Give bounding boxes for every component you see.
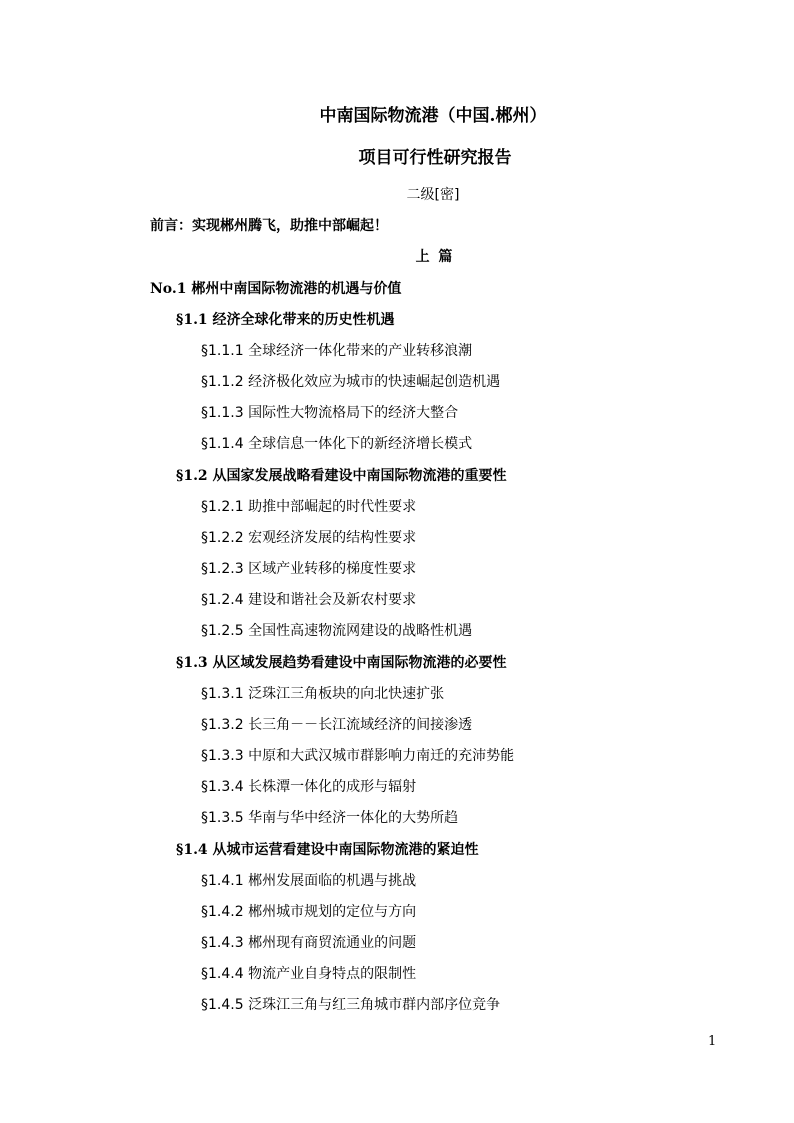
section-heading: §1.1 经济全球化带来的历史性机遇 bbox=[176, 312, 395, 328]
subsection-item: §1.2.4 建设和谐社会及新农村要求 bbox=[201, 592, 417, 608]
document-title: 中南国际物流港（中国.郴州） bbox=[319, 106, 547, 126]
subsection-item: §1.2.2 宏观经济发展的结构性要求 bbox=[201, 530, 417, 546]
subsection-item: §1.2.1 助推中部崛起的时代性要求 bbox=[201, 499, 417, 515]
subsection-item: §1.3.4 长株潭一体化的成形与辐射 bbox=[201, 779, 417, 795]
subsection-item: §1.3.1 泛珠江三角板块的向北快速扩张 bbox=[201, 686, 445, 702]
subsection-item: §1.4.3 郴州现有商贸流通业的问题 bbox=[201, 935, 417, 951]
chapter-heading: No.1 郴州中南国际物流港的机遇与价值 bbox=[150, 281, 402, 297]
subsection-item: §1.1.2 经济极化效应为城市的快速崛起创造机遇 bbox=[201, 374, 501, 390]
classification-label: 二级[密] bbox=[406, 187, 460, 203]
section-heading: §1.3 从区域发展趋势看建设中南国际物流港的必要性 bbox=[176, 655, 507, 671]
part-heading: 上 篇 bbox=[415, 249, 455, 265]
section-heading: §1.4 从城市运营看建设中南国际物流港的紧迫性 bbox=[176, 842, 479, 858]
page-number: 1 bbox=[708, 1034, 717, 1049]
subsection-item: §1.1.4 全球信息一体化下的新经济增长模式 bbox=[201, 436, 473, 452]
subsection-item: §1.4.2 郴州城市规划的定位与方向 bbox=[201, 904, 417, 920]
subsection-item: §1.1.3 国际性大物流格局下的经济大整合 bbox=[201, 405, 459, 421]
subsection-item: §1.3.2 长三角－－长江流域经济的间接渗透 bbox=[201, 717, 473, 733]
subsection-item: §1.3.3 中原和大武汉城市群影响力南迁的充沛势能 bbox=[201, 748, 515, 764]
subsection-item: §1.4.1 郴州发展面临的机遇与挑战 bbox=[201, 873, 417, 889]
subsection-item: §1.4.4 物流产业自身特点的限制性 bbox=[201, 966, 417, 982]
subsection-item: §1.4.5 泛珠江三角与红三角城市群内部序位竞争 bbox=[201, 997, 501, 1013]
subsection-item: §1.2.3 区域产业转移的梯度性要求 bbox=[201, 561, 417, 577]
section-heading: §1.2 从国家发展战略看建设中南国际物流港的重要性 bbox=[176, 468, 507, 484]
subsection-item: §1.1.1 全球经济一体化带来的产业转移浪潮 bbox=[201, 343, 473, 359]
subsection-item: §1.3.5 华南与华中经济一体化的大势所趋 bbox=[201, 810, 459, 826]
subsection-item: §1.2.5 全国性高速物流网建设的战略性机遇 bbox=[201, 623, 473, 639]
document-subtitle: 项目可行性研究报告 bbox=[358, 148, 512, 168]
preface-line: 前言：实现郴州腾飞，助推中部崛起！ bbox=[150, 218, 388, 234]
